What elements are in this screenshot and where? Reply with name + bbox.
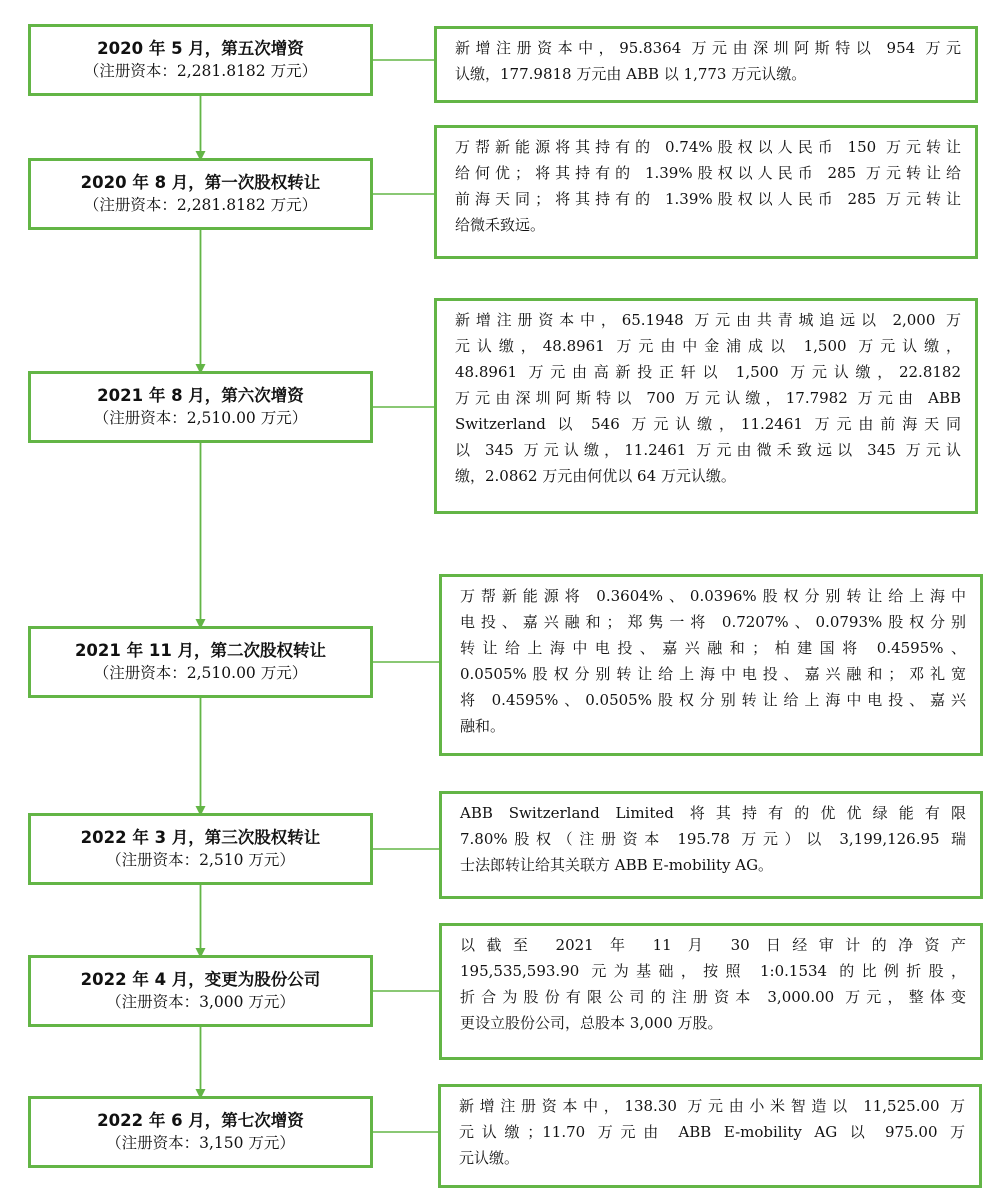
stage-box [28,955,373,1027]
stage-description [439,923,983,1060]
stage-capital: （注册资本：2,510 万元） [106,851,295,869]
description-line: 新增注册资本中，138.30 万元由小米智造以 11,525.00 万 [459,1097,965,1115]
stage-title: 2020 年 5 月，第五次增资 [97,39,304,58]
stage-capital: （注册资本：2,281.8182 万元） [83,196,318,214]
stage-title: 2020 年 8 月，第一次股权转让 [80,173,321,192]
description-line: 以截至 2021 年 11 月 30 日经审计的净资产 [460,936,966,954]
stage-description [434,298,978,514]
description-line: 元认缴；11.70 万元由 ABB E-mobility AG 以 975.00 万 [459,1123,965,1141]
stage-description [434,125,978,259]
description-line: 更设立股份公司，总股本 3,000 万股。 [460,1014,723,1032]
stage-title: 2022 年 4 月，变更为股份公司 [80,970,321,989]
stage-title: 2021 年 8 月，第六次增资 [97,386,304,405]
stage-box [28,371,373,443]
description-line: 以 345 万元认缴，11.2461 万元由微禾致远以 345 万元认 [455,441,961,459]
stage-box [28,158,373,230]
description-line: 融和。 [460,717,506,735]
description-line: 新增注册资本中，95.8364 万元由深圳阿斯特以 954 万元 [455,39,961,57]
stage-description [439,791,983,899]
description-line: 新增注册资本中，65.1948 万元由共青城追远以 2,000 万 [455,311,961,329]
description-line: Switzerland 以 546 万元认缴，11.2461 万元由前海天同 [455,415,961,433]
description-line: 元认缴，48.8961 万元由中金浦成以 1,500 万元认缴， [455,337,961,355]
stage-title: 2022 年 6 月，第七次增资 [97,1111,304,1130]
description-line: 缴，2.0862 万元由何优以 64 万元认缴。 [455,467,736,485]
stage-description [438,1084,982,1188]
stage-capital: （注册资本：3,000 万元） [106,993,295,1011]
stage-box [28,1096,373,1168]
stage-capital: （注册资本：2,510.00 万元） [93,409,308,427]
stage-box [28,24,373,96]
description-line: 元认缴。 [459,1149,520,1167]
description-line: 万帮新能源将其持有的 0.74%股权以人民币 150 万元转让 [455,138,961,156]
stage-box [28,813,373,885]
description-line: 给微禾致远。 [455,216,546,234]
description-line: 195,535,593.90 元为基础，按照 1:0.1534 的比例折股， [460,962,966,980]
stage-description [434,26,978,103]
description-line: 折合为股份有限公司的注册资本 3,000.00 万元，整体变 [460,988,966,1006]
stage-box [28,626,373,698]
description-line: 48.8961 万元由高新投正轩以 1,500 万元认缴，22.8182 [455,363,961,381]
description-line: 认缴，177.9818 万元由 ABB 以 1,773 万元认缴。 [455,65,807,83]
description-line: 前海天同；将其持有的 1.39%股权以人民币 285 万元转让 [455,190,961,208]
stage-capital: （注册资本：3,150 万元） [106,1134,295,1152]
description-line: 电投、嘉兴融和；郑隽一将 0.7207%、0.0793%股权分别 [460,613,966,631]
description-line: 转让给上海中电投、嘉兴融和；柏建国将 0.4595%、 [460,639,966,657]
stage-capital: （注册资本：2,510.00 万元） [93,664,308,682]
description-line: ABB Switzerland Limited 将其持有的优优绿能有限 [460,804,966,822]
description-line: 给何优；将其持有的 1.39%股权以人民币 285 万元转让给 [455,164,961,182]
description-line: 万元由深圳阿斯特以 700 万元认缴，17.7982 万元由 ABB [455,389,961,407]
description-line: 士法郎转让给其关联方 ABB E-mobility AG。 [460,856,774,874]
stage-capital: （注册资本：2,281.8182 万元） [83,62,318,80]
stage-title: 2022 年 3 月，第三次股权转让 [80,828,321,847]
stage-title: 2021 年 11 月，第二次股权转让 [74,641,327,660]
stage-description [439,574,983,756]
description-line: 万帮新能源将 0.3604%、0.0396%股权分别转让给上海中 [460,587,966,605]
description-line: 0.0505%股权分别转让给上海中电投、嘉兴融和；邓礼宽 [460,665,966,683]
description-line: 将 0.4595%、0.0505%股权分别转让给上海中电投、嘉兴 [460,691,966,709]
description-line: 7.80%股权（注册资本 195.78 万元）以 3,199,126.95 瑞 [460,830,966,848]
